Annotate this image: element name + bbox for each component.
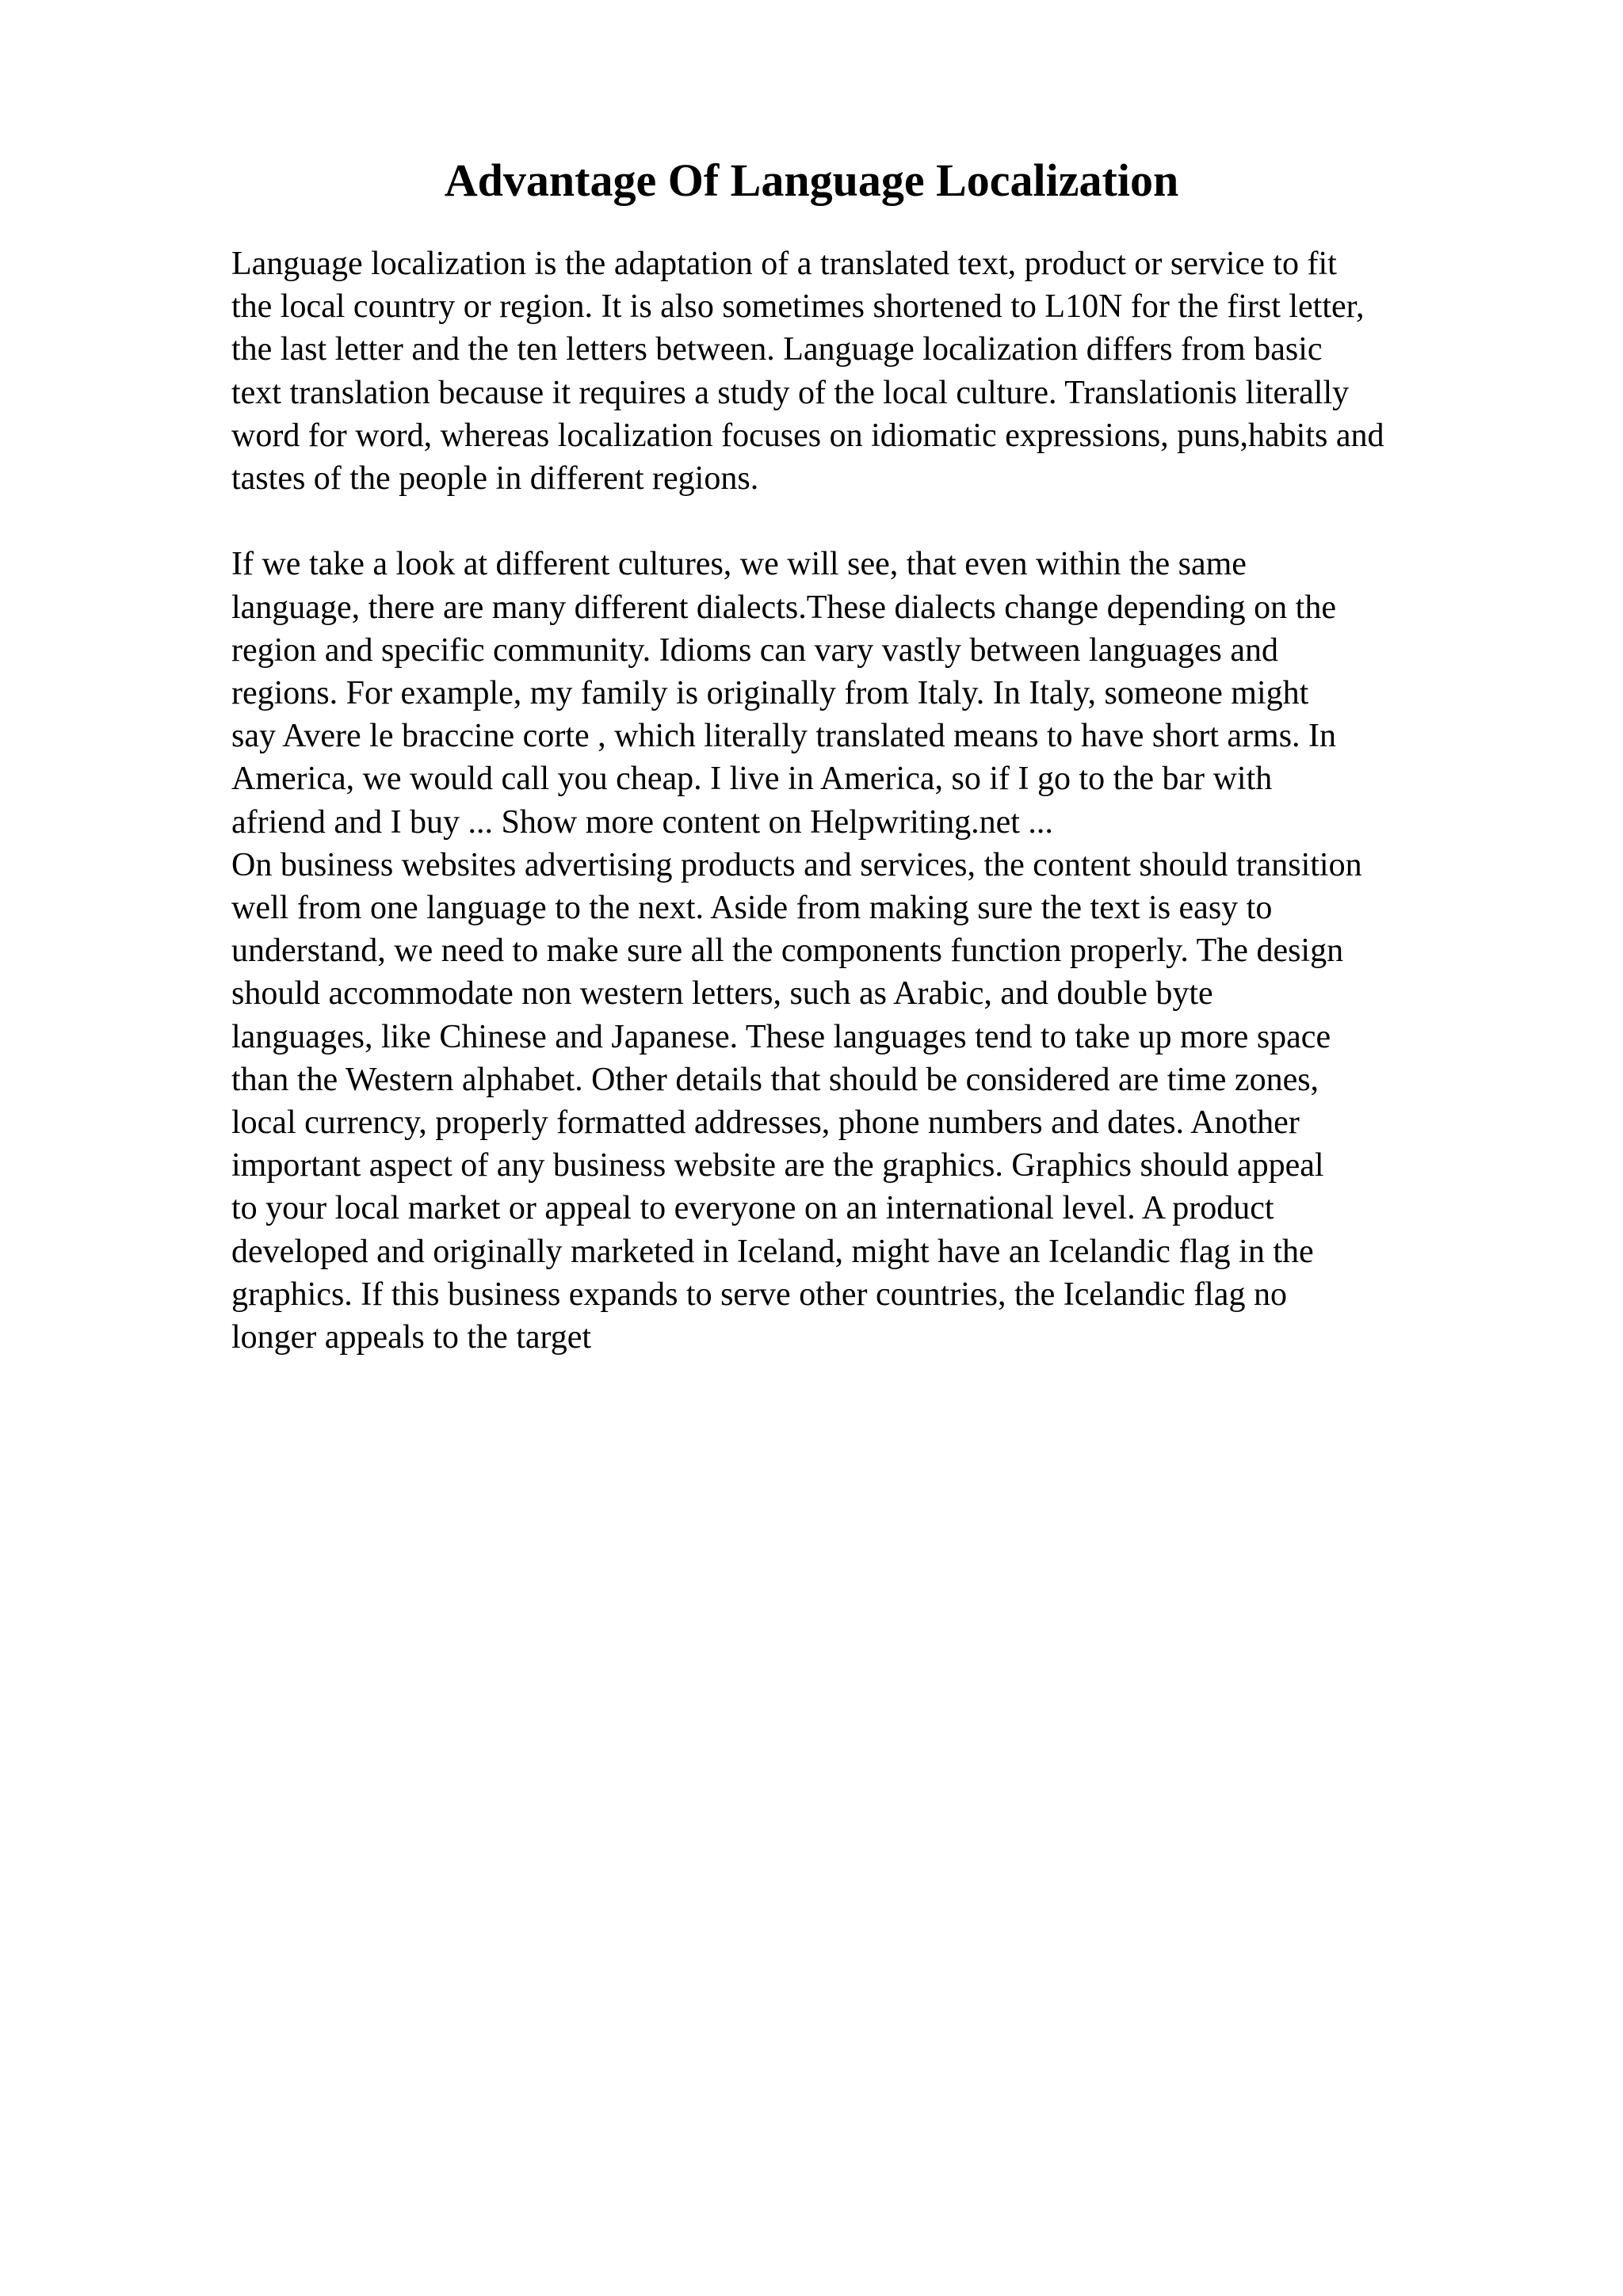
paragraph-gap bbox=[231, 500, 1531, 543]
text-line: should accommodate non western letters, such as Arabic, and double byte bbox=[231, 975, 1213, 1013]
text-line: graphics. If this business expands to serve other countries, the Icelandic flag no bbox=[231, 1276, 1287, 1313]
document-body bbox=[231, 242, 1531, 1359]
text-line: On business websites advertising products and services, the content should transition bbox=[231, 846, 1362, 883]
paragraph-intro bbox=[231, 242, 1531, 500]
text-line: afriend and I buy ... Show more content on Helpwriting.net ... bbox=[231, 803, 1053, 841]
text-line: well from one language to the next. Aside from making sure the text is easy to bbox=[231, 890, 1273, 927]
text-line: If we take a look at different cultures, we will see, that even within the same bbox=[231, 546, 1247, 583]
text-line: the last letter and the ten letters between. Language localization differs from basic bbox=[231, 331, 1323, 368]
text-line: longer appeals to the target bbox=[231, 1319, 592, 1356]
text-line: word for word, whereas localization focuses on idiomatic expressions, puns,habits and bbox=[231, 417, 1384, 454]
text-line: regions. For example, my family is originally from Italy. In Italy, someone might bbox=[231, 675, 1309, 712]
text-line: languages, like Chinese and Japanese. These languages tend to take up more space bbox=[231, 1018, 1331, 1055]
text-line: developed and originally marketed in Iceland, might have an Icelandic flag in the bbox=[231, 1233, 1314, 1270]
text-line: America, we would call you cheap. I live in America, so if I go to the bar with bbox=[231, 761, 1273, 798]
text-line: than the Western alphabet. Other details that should be considered are time zones, bbox=[231, 1061, 1319, 1098]
text-line: text translation because it requires a study of the local culture. Translationis literally bbox=[231, 374, 1350, 411]
paragraph-business-websites bbox=[231, 844, 1531, 1359]
paragraph-dialects bbox=[231, 543, 1531, 843]
text-line: the local country or region. It is also sometimes shortened to L10N for the first letter, bbox=[231, 288, 1365, 326]
text-line: Language localization is the adaptation of a translated text, product or service to fit bbox=[231, 246, 1337, 282]
text-line: region and specific community. Idioms can vary vastly between languages and bbox=[231, 631, 1279, 669]
text-line: language, there are many different dialects.These dialects change depending on the bbox=[231, 589, 1336, 626]
document-title: Advantage Of Language Localization bbox=[444, 154, 1179, 206]
text-line: say Avere le braccine corte , which literally translated means to have short arms. In bbox=[231, 718, 1337, 755]
text-line: local currency, properly formatted addresses, phone numbers and dates. Another bbox=[231, 1104, 1300, 1142]
text-line: to your local market or appeal to everyone on an international level. A product bbox=[231, 1190, 1274, 1227]
text-line: tastes of the people in different regions. bbox=[231, 460, 759, 498]
text-line: understand, we need to make sure all the components function properly. The design bbox=[231, 933, 1344, 970]
text-line: important aspect of any business website are the graphics. Graphics should appeal bbox=[231, 1147, 1324, 1184]
